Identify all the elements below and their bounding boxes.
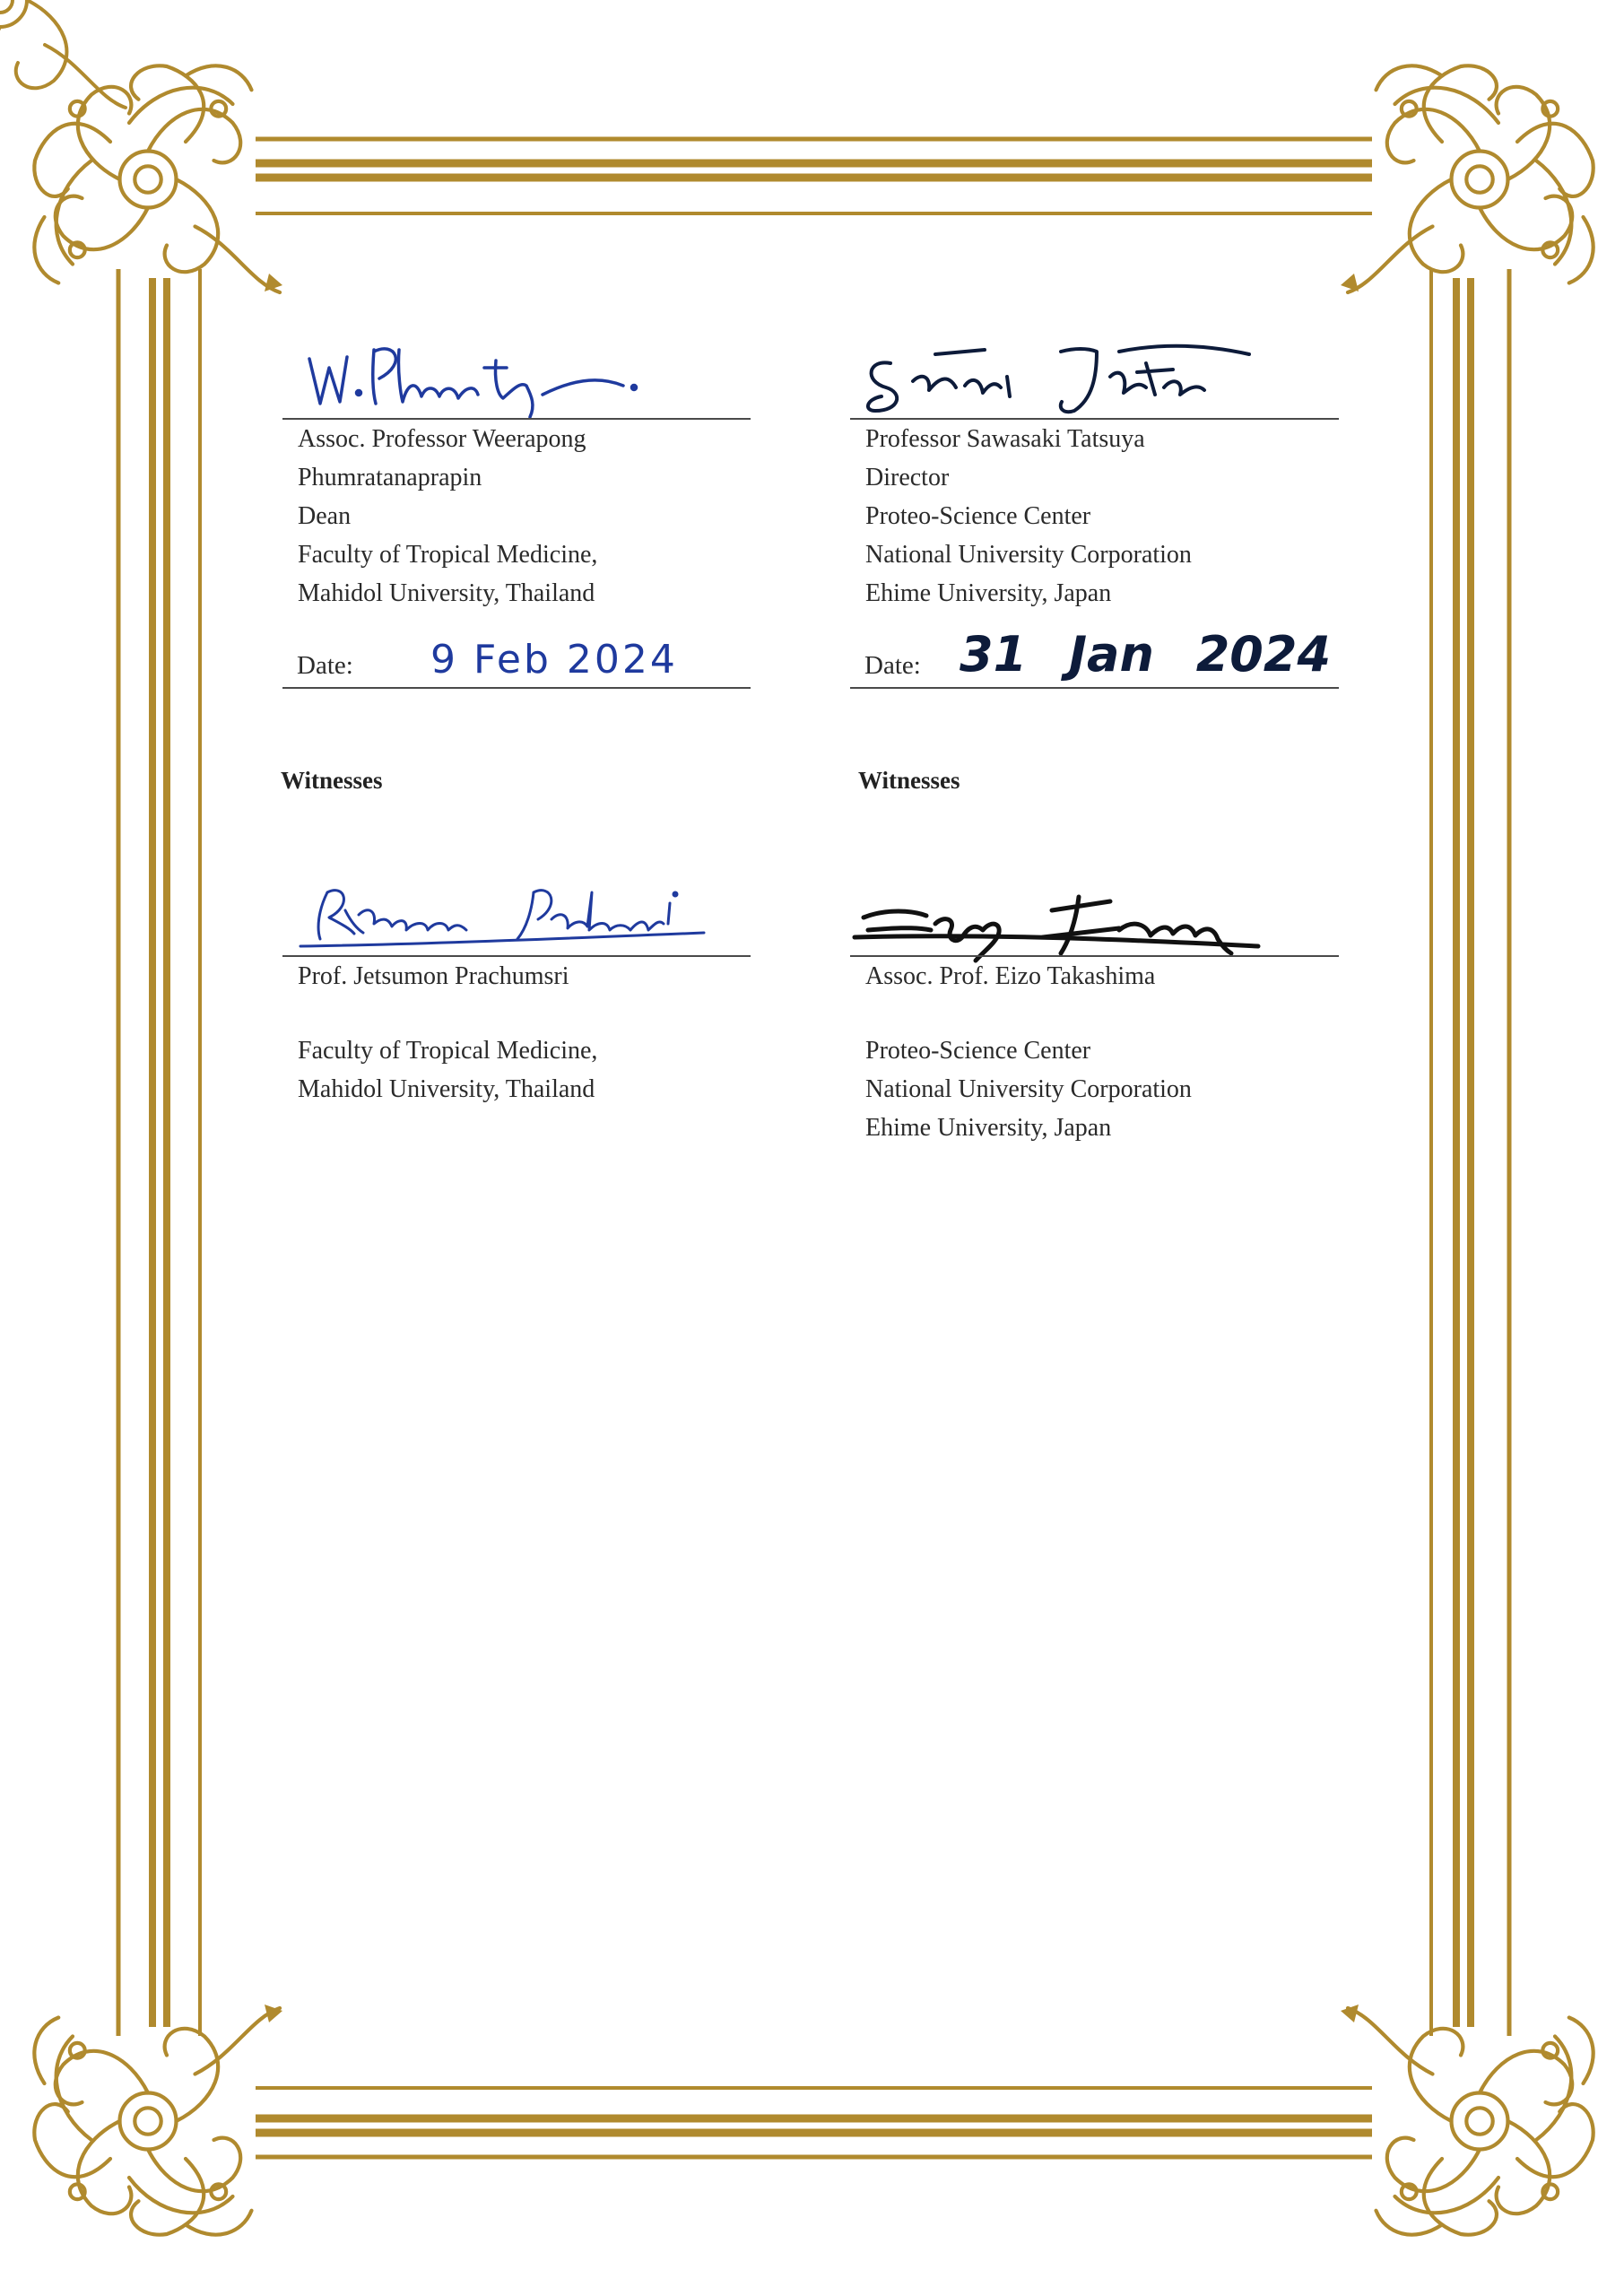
left-witness-affiliation: Mahidol University, Thailand bbox=[298, 1075, 595, 1103]
left-signatory-line: Phumratanaprapin bbox=[298, 464, 482, 491]
right-date-line bbox=[850, 687, 1339, 689]
left-date-row bbox=[282, 632, 751, 686]
left-date-label: Date: bbox=[297, 651, 353, 680]
left-signatory-details bbox=[298, 420, 597, 613]
handwritten-signature-weerapong bbox=[282, 332, 659, 422]
right-signatory-line: Proteo-Science Center bbox=[865, 502, 1091, 530]
handwritten-signature-jetsumon bbox=[282, 874, 713, 955]
right-date-row bbox=[850, 626, 1339, 686]
right-witness-affiliation: Ehime University, Japan bbox=[865, 1114, 1112, 1142]
right-date-label: Date: bbox=[864, 651, 921, 680]
handwritten-signature-eizo bbox=[850, 874, 1263, 964]
right-signatory-line: Professor Sawasaki Tatsuya bbox=[865, 425, 1145, 453]
left-signature-area bbox=[282, 332, 751, 422]
right-witness-details bbox=[865, 957, 1192, 1147]
right-signature-area bbox=[850, 332, 1339, 422]
handwritten-signature-sawasaki bbox=[850, 332, 1254, 422]
left-handwritten-date: 9 Feb 2024 bbox=[430, 637, 678, 683]
left-witness-name: Prof. Jetsumon Prachumsri bbox=[298, 962, 569, 990]
left-witnesses-heading: Witnesses bbox=[281, 767, 383, 794]
right-signatory-line: National University Corporation bbox=[865, 541, 1192, 569]
right-witness-affiliation: National University Corporation bbox=[865, 1075, 1192, 1103]
right-handwritten-date: 31 Jan 2024 bbox=[960, 626, 1332, 683]
right-witnesses-heading: Witnesses bbox=[858, 767, 960, 794]
right-witness-affiliation: Proteo-Science Center bbox=[865, 1037, 1091, 1065]
left-witness-affiliation: Faculty of Tropical Medicine, bbox=[298, 1037, 598, 1065]
right-signatory-line: Ehime University, Japan bbox=[865, 579, 1112, 607]
left-witness-signature-area bbox=[282, 874, 751, 964]
left-signatory-line: Dean bbox=[298, 502, 352, 530]
left-witness-details bbox=[298, 957, 597, 1109]
left-signatory-line: Faculty of Tropical Medicine, bbox=[298, 541, 598, 569]
left-signatory-line: Mahidol University, Thailand bbox=[298, 579, 595, 607]
right-witness-name: Assoc. Prof. Eizo Takashima bbox=[865, 962, 1156, 990]
right-signatory-line: Director bbox=[865, 464, 950, 491]
right-signatory-details bbox=[865, 420, 1192, 613]
left-date-line bbox=[282, 687, 751, 689]
right-witness-signature-area bbox=[850, 874, 1339, 964]
left-signatory-line: Assoc. Professor Weerapong bbox=[298, 425, 586, 453]
